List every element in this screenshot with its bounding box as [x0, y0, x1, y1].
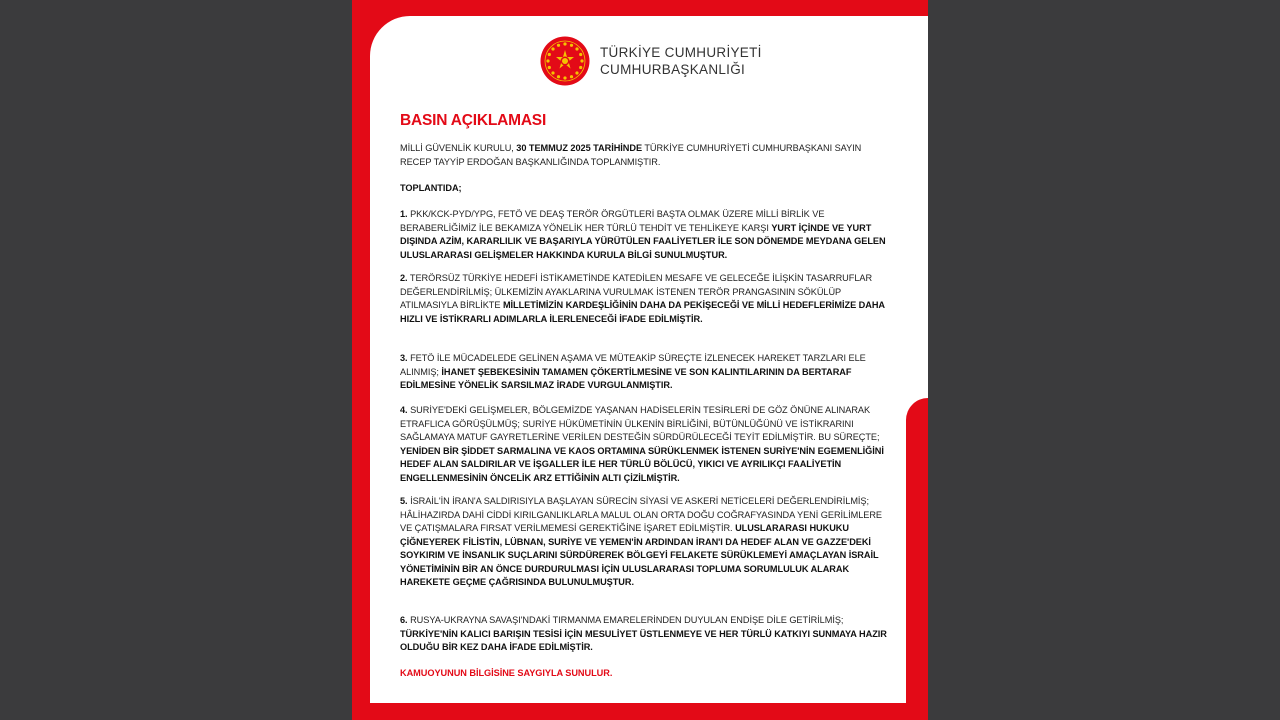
list-item — [400, 208, 890, 262]
intro-date: 30 TEMMUZ 2025 TARİHİNDE — [516, 143, 643, 153]
item-text: RUSYA-UKRAYNA SAVAŞI'NDAKİ TIRMANMA EMARELERİNDEN DUYULAN ENDİŞE DİLE GETİRİLMİŞ; — [407, 615, 844, 625]
item-bold-text: ULUSLARARASI HUKUKU ÇİĞNEYEREK FİLİSTİN, LÜBNAN, SURİYE VE YEMEN'İN ARDINDAN İRAN'I DA HEDEF ALAN VE GAZZE'DEKİ SOYKIRIM VE İNSANLIK SUÇLARINI SÜRDÜREREK BÖLGEYİ FELAKETE SÜRÜKLEMEYİ AMAÇLAYAN İSRAİL YÖNETİMİNİN BİR AN ÖNCE DURDURULMASI İÇİN ULUSLARARASI TOPLUMA SORUMLULUK ALARAK HAREKETE GEÇME ÇAĞRISINDA BULUNULMUŞTUR. — [400, 523, 879, 587]
presidency-logo — [540, 36, 770, 86]
item-number: 1. — [400, 209, 408, 219]
item-number: 2. — [400, 273, 408, 283]
presidential-seal-icon — [540, 36, 590, 86]
closing-line — [400, 667, 890, 681]
brand-line-1: TÜRKİYE CUMHURİYETİ — [600, 45, 762, 60]
item-number: 4. — [400, 405, 408, 415]
intro-part-2: TÜRKİYE CUMHURİYETİ CUMHURBAŞKANI SAYIN RECEP TAYYİP ERDOĞAN BAŞKANLIĞINDA TOPLANMIŞTIR. — [400, 143, 862, 167]
item-bold-text: İHANET ŞEBEKESİNİN TAMAMEN ÇÖKERTİLMESİNE VE SON KALINTILARININ DA BERTARAF EDİLMESİNE YÖNELİK SARSILMAZ İRADE VURGULANMIŞTIR. — [400, 366, 852, 390]
item-text: SURİYE'DEKİ GELİŞMELER, BÖLGEMİZDE YAŞANAN HADİSELERİN TESİRLERİ DE GÖZ ÖNÜNE ALINARAK ETRAFLICA GÖRÜŞÜLMÜŞ; SURİYE HÜKÜMETİNİN ÜLKENİN BİRLİĞİNİ, BÜTÜNLÜĞÜNÜ VE İSTİKRARINI SAĞLAMAYA MATUF GAYRETLERİNE VERİLEN DESTEĞİN SÜRDÜRÜLECEĞİ TEYİT EDİLMİŞTİR. BU SÜREÇTE; — [400, 405, 880, 442]
item-text: İSRAİL'İN İRAN'A SALDIRISIYLA BAŞLAYAN SÜRECİN SİYASİ VE ASKERİ NETİCELERİ DEĞERLENDİRİLMİŞ; HÂLİHAZIRDA DAHİ CİDDİ KIRILGANLIKLARLA MALUL OLAN ORTA DOĞU COĞRAFYASINDA YENİ GERİLİMLERE VE ÇATIŞMALARA FIRSAT VERİLMEMESİ GEREKTİĞİNE İŞARET EDİLMİŞTİR. — [400, 496, 883, 533]
item-bold-text: YENİDEN BİR ŞİDDET SARMALINA VE KAOS ORTAMINA SÜRÜKLENMEK İSTENEN SURİYE'NİN EGEMENLİĞİNİ HEDEF ALAN SALDIRILAR VE İŞGALLER İLE HER TÜRLÜ BÖLÜCÜ, YIKICI VE AYRILIKÇI FAALİYETİN ENGELLENMESİNİN ÖNCELİK ARZ ETTİĞİNİN ALTI ÇİZİLMİŞTİR. — [400, 445, 884, 483]
red-frame-right — [906, 398, 928, 720]
intro-paragraph — [400, 142, 890, 169]
brand-text — [600, 44, 762, 78]
item-number: 6. — [400, 615, 408, 625]
item-text: TERÖRSÜZ TÜRKİYE HEDEFİ İSTİKAMETİNDE KATEDİLEN MESAFE VE GELECEĞE İLİŞKİN TASARRUFLAR DEĞERLENDİRİLMİŞ; ÜLKEMİZİN AYAKLARINA VURULMAK İSTENEN TERÖR PRANGASININ SÖKÜLÜP ATILMASIYLA BİRLİKTE — [400, 273, 873, 310]
item-bold-text: TÜRKİYE'NİN KALICI BARIŞIN TESİSİ İÇİN MESULİYET ÜSTLENMEYE VE HER TÜRLÜ KATKIYI SUNMAYA HAZIR OLDUĞU BİR KEZ DAHA İFADE EDİLMİŞTİR. — [400, 628, 887, 652]
list-item — [400, 404, 890, 485]
document-title: BASIN AÇIKLAMASI — [400, 112, 547, 129]
item-bold-text: MİLLETİMİZİN KARDEŞLİĞİNİN DAHA DA PEKİŞECEĞİ VE MİLLİ HEDEFLERİMİZE DAHA HIZLI VE İSTİKRARLI ADIMLARLA İLERLENECEĞİ İFADE EDİLMİŞTİR. — [400, 300, 885, 324]
item-number: 3. — [400, 353, 408, 363]
intro-part-1: MİLLİ GÜVENLİK KURULU, — [400, 143, 517, 153]
item-text: PKK/KCK-PYD/YPG, FETÖ VE DEAŞ TERÖR ÖRGÜTLERİ BAŞTA OLMAK ÜZERE MİLLİ BİRLİK VE BERABERLİĞİMİZ İLE BEKAMIZA YÖNELİK HER TÜRLÜ TEHDİT VE TEHLİKEYE KARŞI — [400, 209, 825, 233]
list-item — [400, 272, 890, 326]
meeting-heading-text: TOPLANTIDA; — [400, 183, 462, 193]
item-text: FETÖ İLE MÜCADELEDE GELİNEN AŞAMA VE MÜTEAKİP SÜREÇTE İZLENECEK HAREKET TARZLARI ELE ALINMIŞ; — [400, 353, 866, 377]
meeting-heading — [400, 182, 890, 196]
list-item — [400, 352, 890, 393]
list-item — [400, 495, 890, 590]
red-frame-bottom — [352, 703, 928, 720]
item-number: 5. — [400, 496, 408, 506]
list-item — [400, 614, 890, 655]
closing-text: KAMUOYUNUN BİLGİSİNE SAYGIYLA SUNULUR. — [400, 668, 613, 678]
brand-line-2: CUMHURBAŞKANLIĞI — [600, 62, 746, 77]
item-bold-text: YURT İÇİNDE VE YURT DIŞINDA AZİM, KARARLILIK VE BAŞARIYLA YÜRÜTÜLEN FAALİYETLER İLE SON DÖNEMDE MEYDANA GELEN ULUSLARARASI GELİŞMELER HAKKINDA KURULA BİLGİ SUNULMUŞTUR. — [400, 222, 886, 260]
